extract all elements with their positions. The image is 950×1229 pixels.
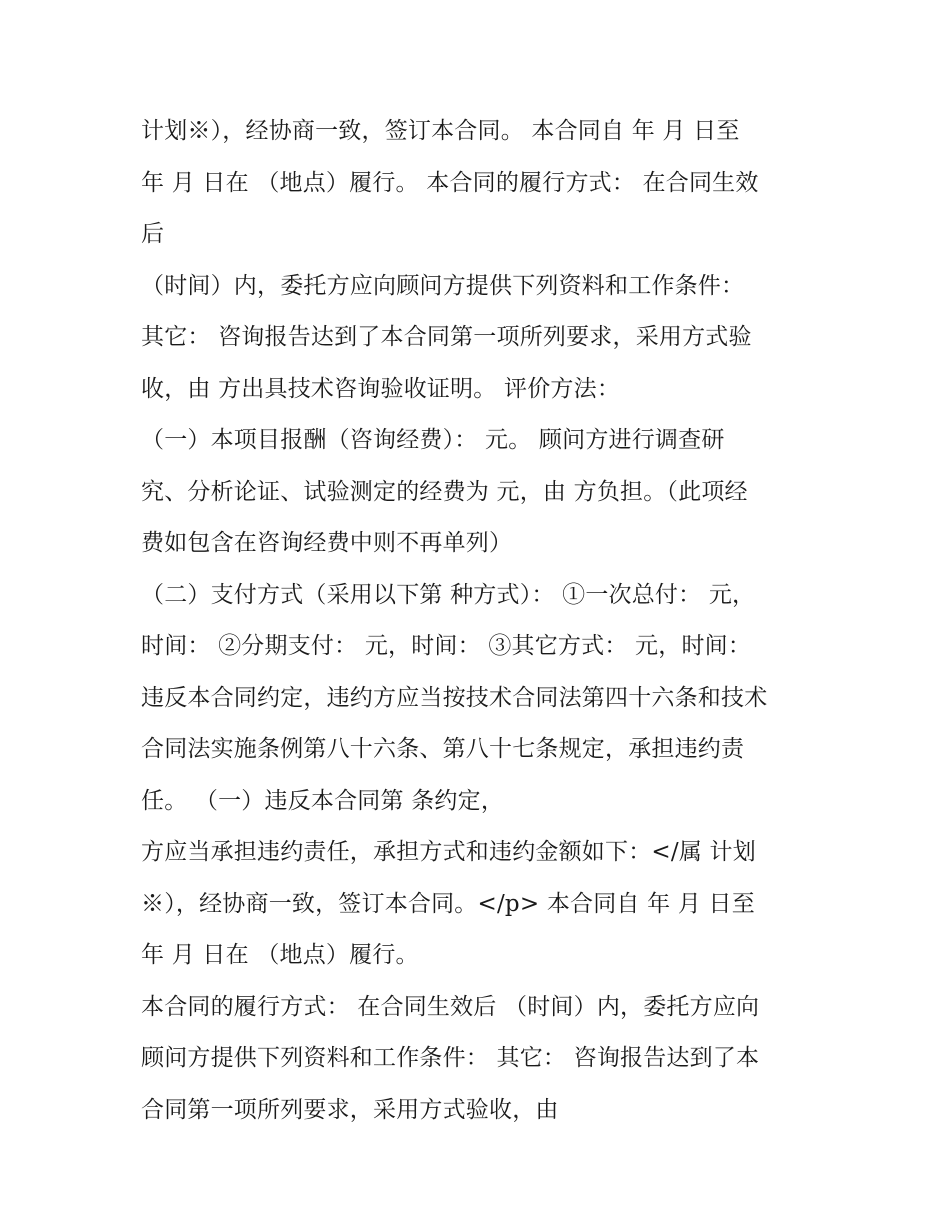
text-line: 费如包含在咨询经费中则不再单列） (141, 530, 513, 556)
text-line: （一）本项目报酬（咨询经费）： 元。 顾问方进行调查研 (141, 427, 725, 453)
text-line: 合同法实施条例第八十六条、第八十七条规定，承担违约责 (141, 736, 745, 762)
text-line: 方应当承担违约责任，承担方式和违约金额如下：</属 计划 (141, 839, 756, 865)
text-line: 时间： ②分期支付： 元，时间： ③其它方式： 元，时间： (141, 633, 752, 659)
text-line: （二）支付方式（采用以下第 种方式）： ①一次总付： 元， (141, 581, 756, 608)
text-line: 年 月 日在 （地点）履行。 (141, 942, 419, 968)
text-line: 计划※），经协商一致，签订本合同。 本合同自 年 月 日至 (141, 118, 740, 144)
text-line: 本合同的履行方式： 在合同生效后 （时间）内，委托方应向 (141, 993, 760, 1020)
text-line: 顾问方提供下列资料和工作条件： 其它： 咨询报告达到了本 (141, 1045, 760, 1071)
text-line: 年 月 日在 （地点）履行。 本合同的履行方式： 在合同生效 (141, 169, 759, 196)
text-line: 任。 （一）违反本合同第 条约定， (141, 787, 505, 814)
text-line: 其它： 咨询报告达到了本合同第一项所列要求，采用方式验 (141, 324, 752, 350)
text-line: （时间）内，委托方应向顾问方提供下列资料和工作条件： (141, 272, 745, 299)
text-line: 收，由 方出具技术咨询验收证明。 评价方法： (141, 375, 621, 402)
document-body (141, 106, 831, 1136)
text-line: 合同第一项所列要求，采用方式验收，由 (141, 1096, 559, 1123)
text-line: 究、分析论证、试验测定的经费为 元，由 方负担。（此项经 (141, 478, 748, 505)
text-line: 违反本合同约定，违约方应当按技术合同法第四十六条和技术 (141, 684, 768, 711)
text-line: 后 (141, 221, 165, 247)
text-line: ※），经协商一致，签订本合同。</p> 本合同自 年 月 日至 (141, 890, 755, 917)
